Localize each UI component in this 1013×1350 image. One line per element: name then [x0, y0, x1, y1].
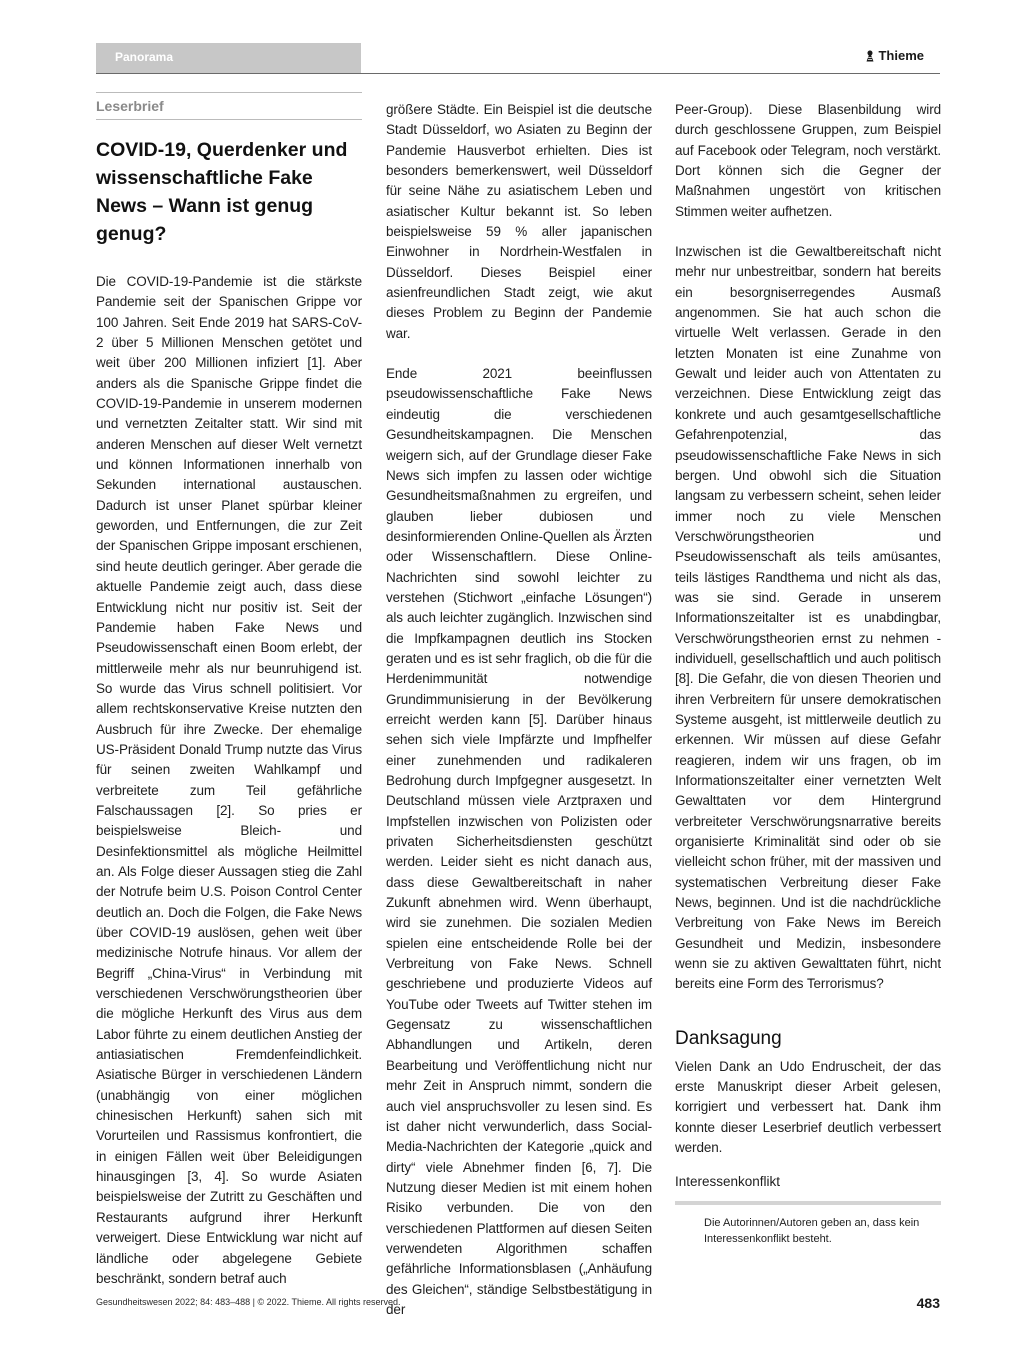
column-2 — [386, 100, 652, 1320]
body-paragraph: größere Städte. Ein Beispiel ist die deutsche Stadt Düsseldorf, wo Asiaten zu Beginn der Pandemie Hausverbot erhielten. Dies ist besonders bemerkenswert, weil Düsseldorf für seine Nähe zu asiatischem Leben und asiatischer Kultur bekannt ist. So leben beispielsweise 59 % aller japanischen Einwohner in Nordrhein-Westfalen in Düsseldorf. Dieses Beispiel einer asienfreundlichen Stadt zeigt, wie akut dieses Problem zu Beginn der Pandemie war. — [386, 102, 652, 341]
brand-name: Thieme — [878, 48, 924, 63]
section-tab: Panorama — [96, 43, 361, 73]
page-number: 483 — [916, 1295, 940, 1311]
thieme-logo-icon — [865, 50, 875, 62]
publisher-brand — [865, 48, 924, 63]
acknowledgement-heading: Danksagung — [675, 1027, 782, 1049]
body-paragraph: Peer-Group). Diese Blasenbildung wird durch geschlossene Gruppen, zum Beispiel auf Facebook oder Telegram, noch verstärkt. Dort können sich die Gegner der Maßnahmen ungestört von kritischen Stimmen weiter aufhetzen. — [675, 102, 941, 219]
acknowledgement-text: Vielen Dank an Udo Endruscheit, der das erste Manuskript dieser Arbeit gelesen, korrigiert und verbessert hat. Dank ihm konnte dieser Leserbrief deutlich verbessert werden. — [675, 1058, 941, 1156]
article-type-bar — [96, 92, 362, 120]
article-title: COVID-19, Querdenker und wissenschaftliche Fake News – Wann ist genug genug? — [96, 139, 348, 245]
header-rule — [96, 73, 940, 74]
article-type-label: Leserbrief — [96, 98, 164, 114]
conflict-heading: Interessenkonflikt — [675, 1173, 781, 1189]
body-paragraph: Ende 2021 beeinflussen pseudowissenschaftliche Fake News eindeutig die verschiedenen Gesundheitskampagnen. Die Menschen weigern sich, auf der Grundlage dieser Fake News sich impfen zu lassen oder wichtige Gesundheitsmaßnahmen zu ergreifen, und glauben lieber dubiosen und desinformierenden Online-Quellen als Ärzten oder Wissenschaftlern. Diese Online-Nachrichten sind sowohl leichter zu verstehen (Stichwort „einfache Lösungen“) als auch leichter zugänglich. Inzwischen sind die Impfkampagnen deutlich ins Stocken geraten und es ist sehr fraglich, ob die für die Herdenimmunität notwendige Grundimmunisierung in der Bevölkerung erreicht werden kann [5]. Darüber hinaus sehen sich viele Impfärzte und Impfhelfer einer zunehmenden und radikaleren Bedrohung durch Impfgegner ausgesetzt. In Deutschland müssen viele Arztpraxen und Impfstellen inzwischen von Polizisten oder privaten Sicherheitsdiensten geschützt werden. Leider sieht es nicht danach aus, dass diese Gewaltbereitschaft in naher Zukunft abnehmen wird. Wenn überhaupt, wird sie zunehmen. Die sozialen Medien spielen eine entscheidende Rolle bei der Verbreitung von Fake News. Schnell geschriebene und produzierte Videos auf YouTube oder Tweets auf Twitter stehen im Gegensatz zu wissenschaftlichen Abhandlungen und Artikeln, deren Bearbeitung und Veröffentlichung nicht nur mehr Zeit in Anspruch nimmt, sondern die auch viel anspruchsvoller zu lesen sind. Es ist daher nicht verwunderlich, dass Social-Media-Nachrichten der Kategorie „quick and dirty“ viele Abnehmer finden [6, 7]. Die Nutzung dieser Medien ist mit einem hohen Risiko verbunden. Die von den verschiedenen Plattformen auf diesen Seiten verwendeten Algorithmen schaffen gefährliche Informationsblasen („Anhäufung des Gleichen“, ständige Selbstbestätigung in der — [386, 366, 652, 1317]
footer-citation: Gesundheitswesen 2022; 84: 483–488 | © 2022. Thieme. All rights reserved. — [96, 1297, 401, 1307]
conflict-text: Die Autorinnen/Autoren geben an, dass kein Interessenkonflikt besteht. — [704, 1216, 920, 1245]
column-1 — [96, 100, 362, 1289]
body-paragraph: Inzwischen ist die Gewaltbereitschaft nicht mehr nur unbestreitbar, sondern hat bereits ein besorgniserregendes Ausmaß angenommen. Sie hat auch schon die virtuelle Welt verlassen. Gerade in den letzten Monaten ist eine Zunahme von Gewalt und leider auch von Attentaten zu verzeichnen. Diese Entwicklung zeigt das konkrete und auch gesamtgesellschaftliche Gefahrenpotenzial, das pseudowissenschaftliche Fake News in sich bergen. Und obwohl sich die Situation langsam zu verbessern scheint, sehen leider immer noch zu viele Menschen Verschwörungstheorien und Pseudowissenschaft als teils amüsantes, teils lästiges Randthema und nicht als das, was sie sind. Gerade in unserem Informationszeitalter ist es unabdingbar, Verschwörungstheorien ernst zu nehmen - individuell, gesellschaftlich und auch politisch [8]. Die Gefahr, die von diesen Theorien und ihren Verbreitern für unsere demokratischen Systeme ausgeht, ist mittlerweile deutlich zu erkennen. Wir müssen auf diese Gefahr reagieren, indem wir uns fragen, ob im Informationszeitalter einer vernetzten Welt Gewalttaten vor dem Hintergrund verbreiteter Verschwörungsnarrative bereits organisierte Kriminalität sind oder ob sie vielleicht schon früher, mit der massiven und systematischen Verbreitung dieser Fake News, beginnen. Und ist die nachdrückliche Verbreitung von Fake News im Bereich Gesundheit und Medizin, insbesondere wenn sie zu aktiven Gewalttaten führt, nicht bereits eine Form des Terrorismus? — [675, 244, 941, 992]
body-paragraph: Die COVID-19-Pandemie ist die stärkste Pandemie seit der Spanischen Grippe vor 100 Jahren. Seit Ende 2019 hat SARS-CoV-2 über 5 Millionen Menschen getötet und weit über 200 Millionen infiziert [1]. Aber anders als die Spanische Grippe findet die COVID-19-Pandemie in unserem modernen und vernetzten Zeitalter statt. Wir sind mit anderen Menschen auf dieser Welt vernetzt und können Informationen innerhalb von Sekunden international austauschen. Dadurch ist unser Planet spürbar kleiner geworden, und Entfernungen, die zur Zeit der Spanischen Grippe imposant erschienen, sind heute deutlich geringer. Aber gerade die aktuelle Pandemie zeigt auch, dass diese Entwicklung nicht nur positiv ist. Seit der Pandemie haben Fake News und Pseudowissenschaft einen Boom erlebt, der mittlerweile mehr als nur beunruhigend ist. So wurde das Virus schnell politisiert. Vor allem rechtskonservative Kreise nutzten den Ausbruch für ihre Zwecke. Der ehemalige US-Präsident Donald Trump nutzte das Virus für seinen zweiten Wahlkampf und verbreitete zum Teil gefährliche Falschaussagen [2]. So pries er beispielsweise Bleich- und Desinfektionsmittel als mögliche Heilmittel an. Als Folge dieser Aussagen stieg die Zahl der Notrufe beim U.S. Poison Control Center deutlich an. Doch die Folgen, die Fake News über COVID-19 auslösen, gehen weit über medizinische Notrufe hinaus. Vor allem der Begriff „China-Virus“ in Verbindung mit verschiedenen Verschwörungstheorien über die mögliche Herkunft des Virus aus dem Labor führte zu einem deutlichen Anstieg der antiasiatischen Fremdenfeindlichkeit. Asiatische Bürger in verschiedenen Ländern (unabhängig von einer möglichen chinesischen Herkunft) sahen sich mit Vorurteilen und Rassismus konfrontiert, die in einigen Fällen weit über Beleidigungen hinausgingen [3, 4]. So wurde Asiaten beispielsweise der Zutritt zu Geschäften und Restaurants aufgrund ihrer Herkunft verweigert. Diese Entwicklung war nicht auf ländliche oder abgelegene Gebiete beschränkt, sondern betraf auch — [96, 274, 362, 1286]
conflict-box — [675, 1201, 941, 1247]
column-3 — [675, 100, 941, 1247]
